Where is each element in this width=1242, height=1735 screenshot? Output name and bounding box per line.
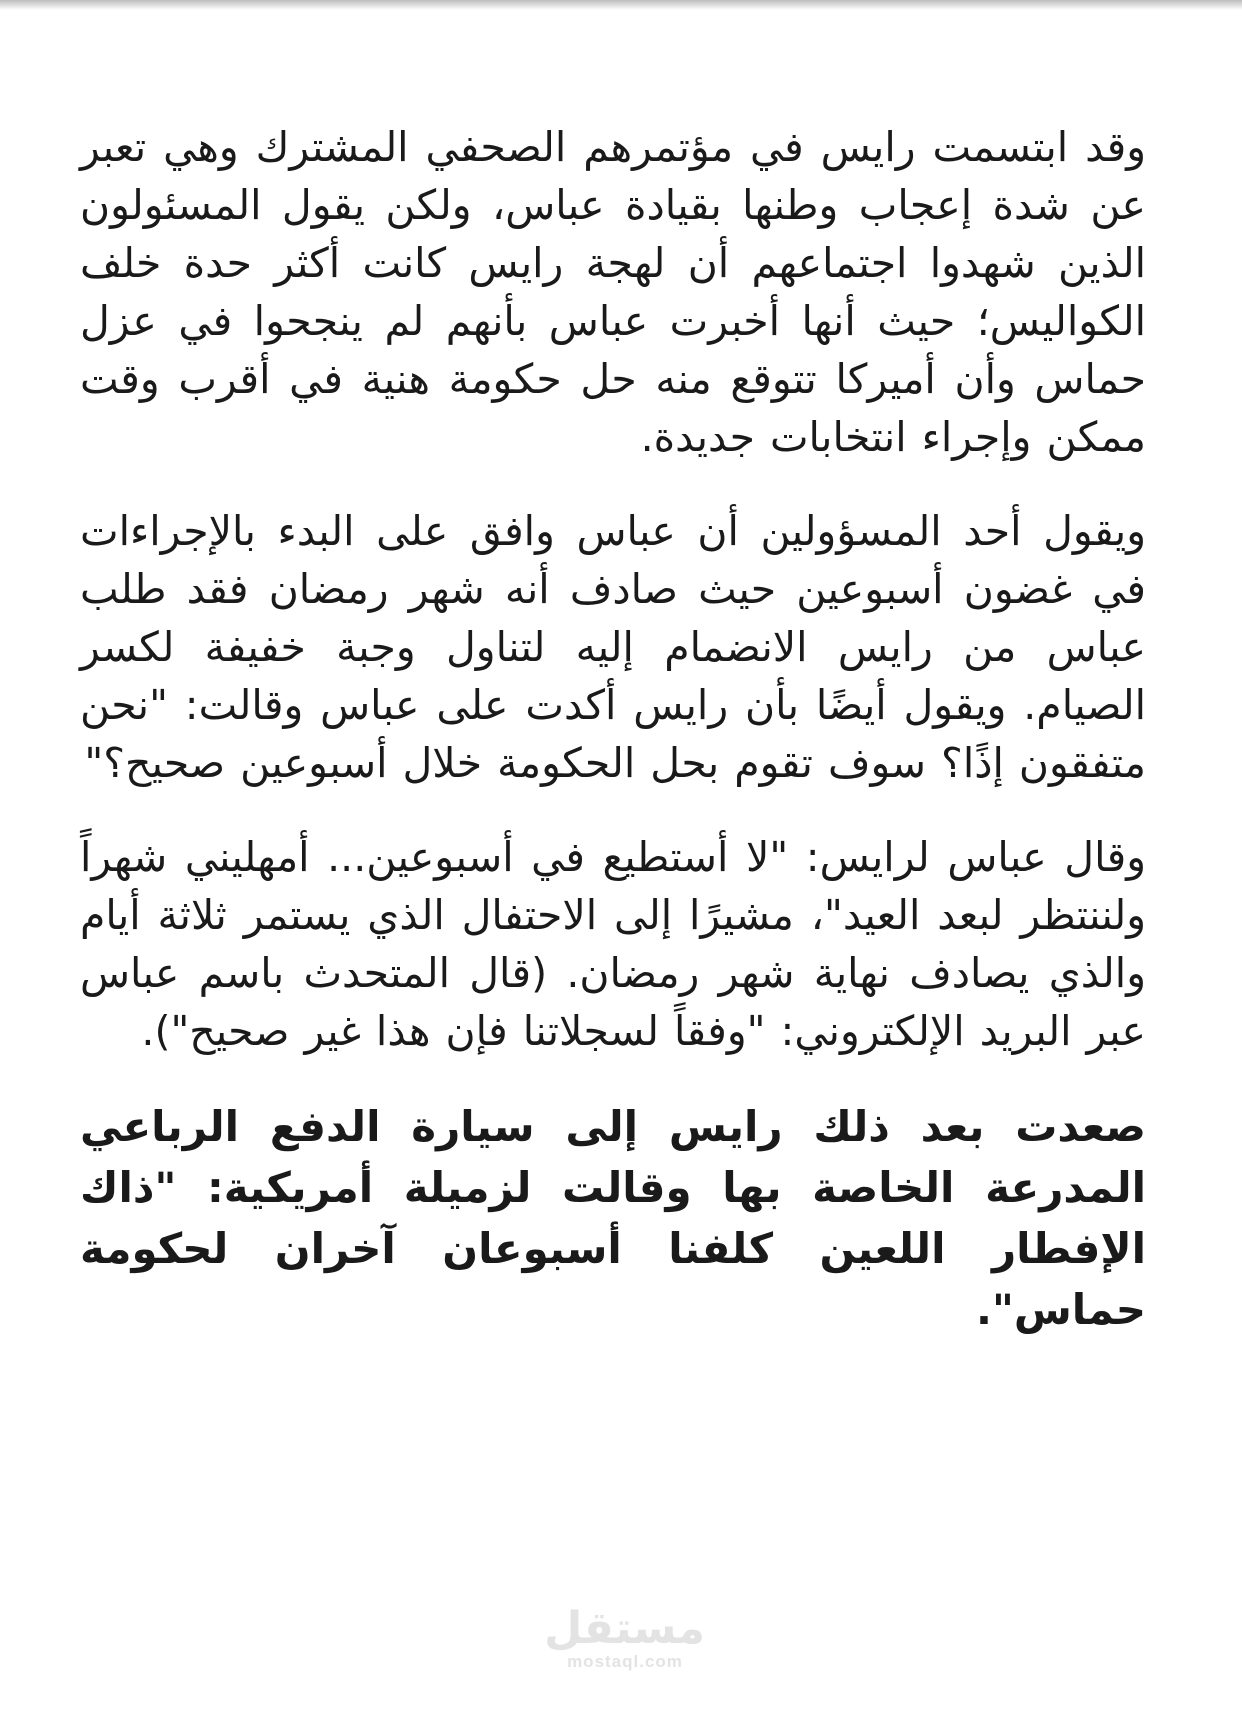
watermark-arabic: مستقل xyxy=(544,1603,705,1654)
article-paragraph-2: ويقول أحد المسؤولين أن عباس وافق على البدء بالإجراءات في غضون أسبوعين حيث صادف أنه شهر رمضان فقد طلب عباس من رايس الانضمام إليه لتناول وجبة خفيفة لكسر الصيام. ويقول أيضًا بأن رايس أكدت على عباس وقالت: "نحن متفقون إذًا؟ سوف تقوم بحل الحكومة خلال أسبوعين صحيح؟" xyxy=(80,507,1146,787)
watermark-latin: mostaql.com xyxy=(567,1652,683,1671)
article-body xyxy=(80,118,1146,1376)
article-paragraph-1: وقد ابتسمت رايس في مؤتمرهم الصحفي المشترك وهي تعبر عن شدة إعجاب وطنها بقيادة عباس، ولكن يقول المسئولون الذين شهدوا اجتماعهم أن لهجة رايس كانت أكثر حدة خلف الكواليس؛ حيث أنها أخبرت عباس بأنهم لم ينجحوا في عزل حماس وأن أميركا تتوقع منه حل حكومة هنية في أقرب وقت ممكن وإجراء انتخابات جديدة. xyxy=(80,123,1146,461)
top-edge-shadow xyxy=(0,0,1242,10)
article-paragraph-3: وقال عباس لرايس: "لا أستطيع في أسبوعين... أمهليني شهراً ولننتظر لبعد العيد"، مشيرًا إلى الاحتفال الذي يستمر ثلاثة أيام والذي يصادف نهاية شهر رمضان. (قال المتحدث باسم عباس عبر البريد الإلكتروني: "وفقاً لسجلاتنا فإن هذا غير صحيح"). xyxy=(80,833,1146,1055)
mostaql-watermark xyxy=(545,1605,705,1671)
article-paragraph-4-bold: صعدت بعد ذلك رايس إلى سيارة الدفع الرباعي المدرعة الخاصة بها وقالت لزميلة أمريكية: "ذاك الإفطار اللعين كلفنا أسبوعان آخران لحكومة حماس". xyxy=(80,1102,1146,1334)
